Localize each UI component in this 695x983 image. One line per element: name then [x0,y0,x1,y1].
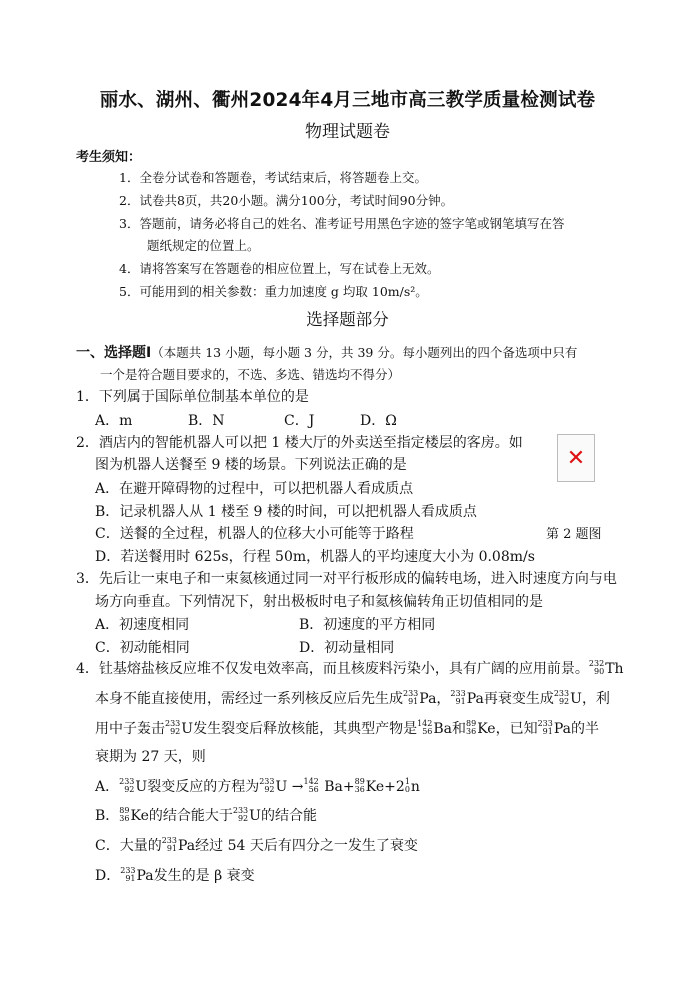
nuclide-u233: 233 92 U [553,689,582,707]
part1-desc-2: 一个是符合题目要求的，不选、多选、错选均不得分） [100,367,401,382]
nuclide-ba142: 142 56 Ba [417,719,453,737]
q2-figure-placeholder [557,434,595,482]
q2-figure-caption: 第 2 题图 [546,527,602,542]
notice-item-4: 4．请将答案写在答题卷的相应位置上，写在试卷上无效。 [119,261,440,276]
q4-option-d: D． 233 91 Pa发生的是 β 衰变 [95,866,255,884]
nuclide-u233: 233 92 U [165,719,194,737]
q4-line-1 [76,659,624,679]
notice-heading: 考生须知： [76,150,142,165]
q4-line-3: 用中子轰击 233 92 U发生裂变后释放核能，其典型产物是 142 56 Ba和 89 36 Ke，已知 233 91 Pa的半 [95,719,599,737]
q1-option-c: C．J [284,413,315,429]
part1-label: 一、选择题Ⅰ [76,345,152,361]
nuclide-ke89: 89 36 Ke [466,719,496,737]
broken-image-icon: ✕ [566,445,586,471]
section-title: 选择题部分 [306,310,389,329]
nuclide-pa233: 233 91 Pa [537,719,571,737]
notice-item-2: 2．试卷共8页，共20小题。满分100分，考试时间90分钟。 [119,193,454,208]
q3-option-c: C．初动能相同 [95,640,190,656]
q3-stem-2: 场方向垂直。下列情况下，射出极板时电子和氦核偏转角正切值相同的是 [95,594,543,610]
nuclide-pa233: 233 91 Pa [450,689,484,707]
q2-stem-2: 图为机器人送餐至 9 楼的场景。下列说法正确的是 [95,457,407,473]
nuclide-pa233: 233 91 Pa [403,689,437,707]
notice-item-3-cont: 题纸规定的位置上。 [147,238,260,253]
q1-stem: 1．下列属于国际单位制基本单位的是 [76,389,309,405]
q1-option-a: A．m [95,413,133,429]
q4-option-c: C．大量的 233 91 Pa经过 54 天后有四分之一发生了衰变 [95,836,418,854]
notice-item-3: 3．答题前，请务必将自己的姓名、准考证号用黑色字迹的签字笔或钢笔填写在答 [119,216,565,231]
q4-line-4: 衰期为 27 天，则 [95,749,206,765]
q4-option-b: B． 89 36 Ke的结合能大于 233 92 U的结合能 [95,806,317,824]
q3-option-d: D．初动量相同 [299,640,395,656]
q2-option-b: B．记录机器人从 1 楼至 9 楼的时间，可以把机器人看成质点 [95,504,477,520]
notice-item-1: 1．全卷分试卷和答题卷，考试结束后，将答题卷上交。 [119,170,427,185]
q2-option-c: C．送餐的全过程，机器人的位移大小可能等于路程 [95,526,414,542]
q3-stem-1: 3．先后让一束电子和一束氦核通过同一对平行板形成的偏转电场，进入时速度方向与电 [76,571,617,587]
q3-option-a: A．初速度相同 [95,617,190,633]
q1-option-d: D．Ω [360,413,397,429]
part1-header [76,343,577,363]
notice-item-5: 5．可能用到的相关参数：重力加速度 g 均取 10m/s²。 [119,284,428,299]
q2-option-d: D．若送餐用时 625s，行程 50m，机器人的平均速度大小为 0.08m/s [95,549,535,565]
q4-line-1-text: 4．钍基熔盐核反应堆不仅发电效率高，而且核废料污染小，具有广阔的应用前景。 [76,661,589,677]
nuclide-th232: 232 90 Th [588,659,624,677]
exam-subtitle: 物理试题卷 [305,122,390,142]
exam-title: 丽水、湖州、衢州2024年4月三地市高三教学质量检测试卷 [99,90,596,111]
q1-option-b: B．N [188,413,225,429]
q3-option-b: B．初速度的平方相同 [299,617,436,633]
q4-line-2: 本身不能直接使用，需经过一系列核反应后先生成 233 91 Pa， 233 91 Pa再衰变生成 233 92 U，利 [95,689,610,707]
q4-option-a: A． 233 92 U裂变反应的方程为 233 92 U → 142 56 Ba+ 89 36 Ke+2 1 0 n [95,777,420,795]
arrow-icon: → [291,779,304,795]
q2-stem-1: 2．酒店内的智能机器人可以把 1 楼大厅的外卖送至指定楼层的客房。如 [76,435,523,451]
q2-option-a: A．在避开障碍物的过程中，可以把机器人看成质点 [95,481,414,497]
part1-desc-1: （本题共 13 小题，每小题 3 分，共 39 分。每小题列出的四个备选项中只有 [151,345,578,360]
